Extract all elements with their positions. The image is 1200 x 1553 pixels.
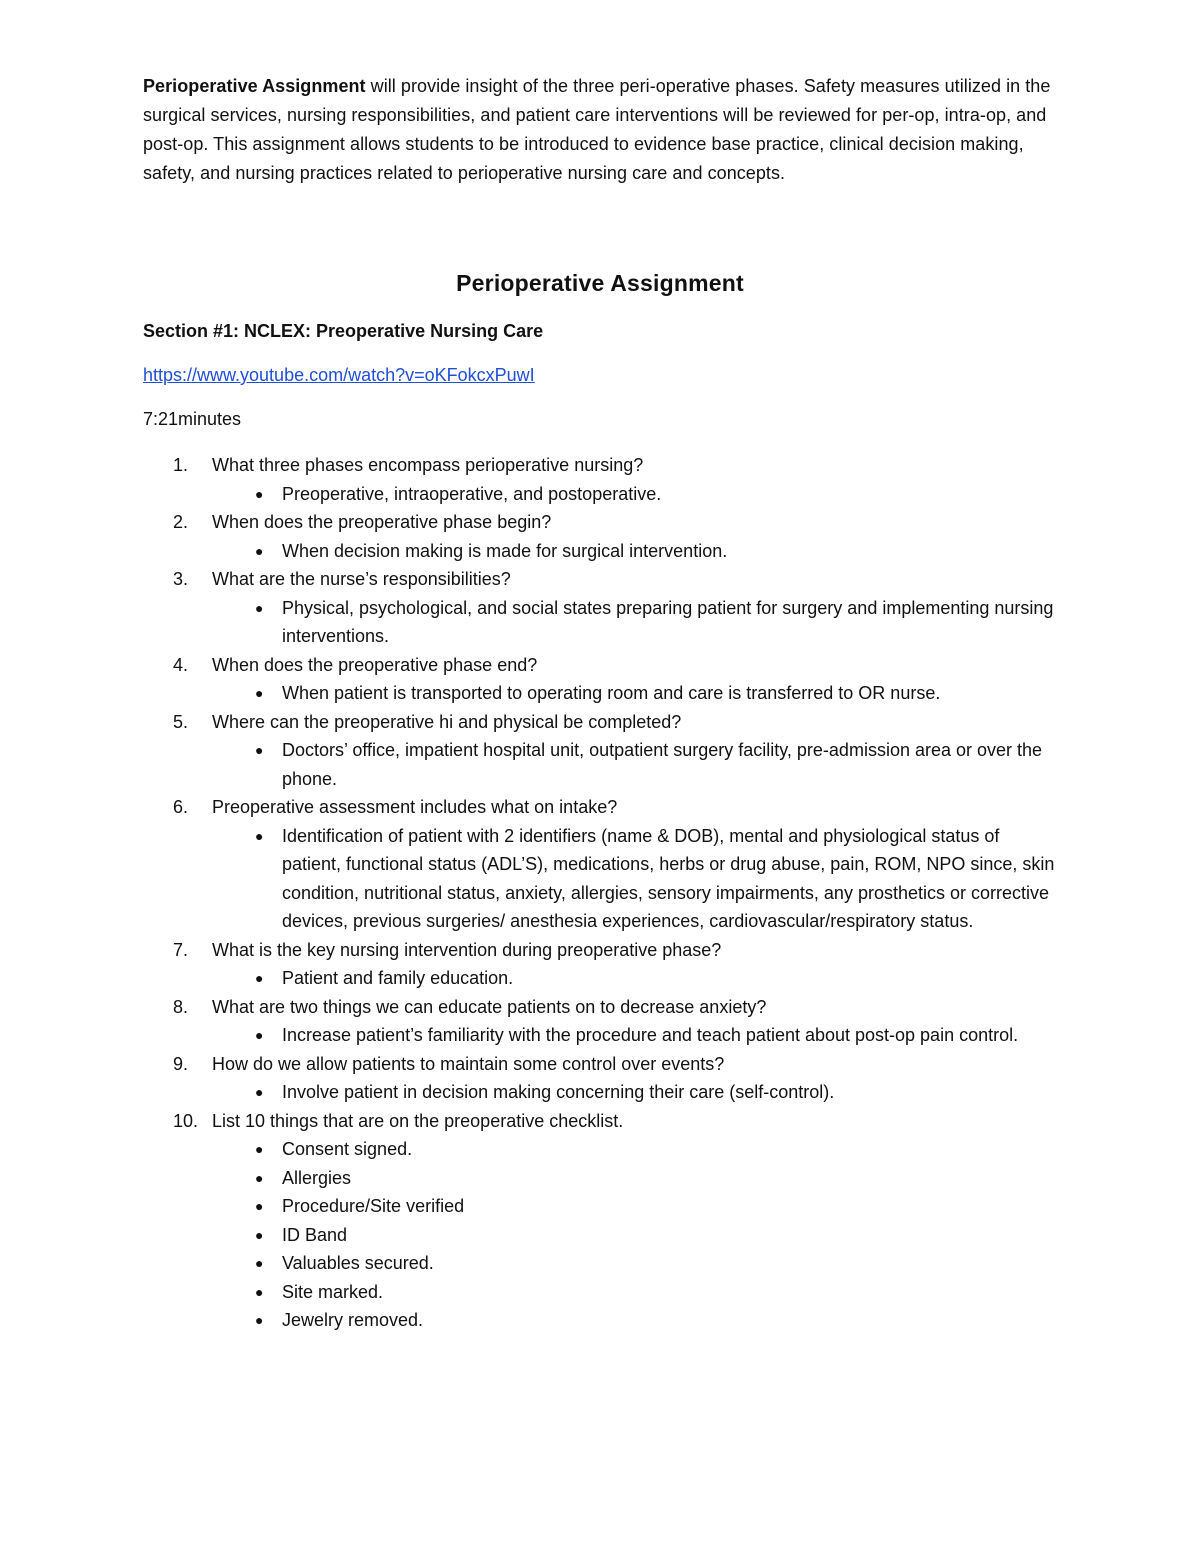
question-number: 3. <box>173 569 189 589</box>
bullet-icon: ● <box>255 1084 264 1100</box>
question-number: 2. <box>173 512 189 532</box>
answer-item <box>255 736 1063 793</box>
bullet-icon: ● <box>255 742 264 758</box>
question-item <box>143 936 1063 993</box>
bullet-icon: ● <box>255 1283 264 1300</box>
answer-list <box>143 594 1063 651</box>
question-number: 10. <box>173 1110 199 1131</box>
answer-item <box>255 1135 1063 1164</box>
bullet-icon: ● <box>255 685 264 701</box>
answer-text: Allergies <box>282 1167 352 1188</box>
bullet-icon: ● <box>255 1198 264 1214</box>
intro-paragraph <box>143 72 1063 188</box>
answer-list <box>143 1135 1063 1335</box>
question-number: 5. <box>173 711 189 732</box>
bullet-icon: ● <box>255 827 264 844</box>
answer-text: Site marked. <box>282 1281 384 1302</box>
answer-item <box>255 1078 1063 1107</box>
answer-list <box>143 822 1063 936</box>
question-item <box>143 1107 1063 1335</box>
answer-item <box>255 1278 1063 1307</box>
question-text: What are the nurse’s responsibilities? <box>212 569 511 589</box>
answer-text: Consent signed. <box>282 1139 413 1159</box>
question-text: What is the key nursing intervention during preoperative phase? <box>212 939 722 960</box>
answer-text: Physical, psychological, and social states preparing patient for surgery and implementing nursing interventions. <box>282 597 1054 646</box>
bullet-icon: ● <box>255 599 264 616</box>
answer-item <box>255 1164 1063 1193</box>
question-number: 8. <box>173 996 189 1017</box>
answer-text: Involve patient in decision making concerning their care (self-control). <box>282 1082 835 1102</box>
answer-list <box>143 1078 1063 1107</box>
question-text: Where can the preoperative hi and physical be completed? <box>212 711 682 732</box>
answer-item <box>255 822 1063 936</box>
bullet-icon: ● <box>255 1027 264 1043</box>
bullet-icon: ● <box>255 970 264 986</box>
answer-list <box>143 1021 1063 1050</box>
intro-text: will provide insight of the three peri-operative phases. Safety measures utilized in the surgical services, nursing responsibilities, and patient care interventions will be reviewed for per-op, intra-op, and post-op. This assignment allows students to be introduced to evidence base practice, clinical decision making, safety, and nursing practices related to perioperative nursing care and concepts. <box>143 76 1051 183</box>
section-heading: Section #1: NCLEX: Preoperative Nursing Care <box>143 321 544 341</box>
bullet-icon: ● <box>255 542 264 559</box>
question-number: 1. <box>173 455 189 475</box>
answer-text: When decision making is made for surgical intervention. <box>282 540 728 561</box>
question-item <box>143 993 1063 1050</box>
answer-text: Patient and family education. <box>282 968 514 988</box>
answer-text: Increase patient’s familiarity with the procedure and teach patient about post-op pain control. <box>282 1025 1019 1045</box>
question-text: Preoperative assessment includes what on intake? <box>212 797 618 817</box>
answer-text: Doctors’ office, impatient hospital unit, outpatient surgery facility, pre-admission area or over the phone. <box>282 740 1043 789</box>
answer-text: Procedure/Site verified <box>282 1196 465 1216</box>
question-text: List 10 things that are on the preoperative checklist. <box>212 1110 624 1131</box>
answer-item <box>255 1221 1063 1250</box>
question-text: How do we allow patients to maintain some control over events? <box>212 1053 725 1074</box>
answer-list <box>143 736 1063 793</box>
question-item <box>143 1050 1063 1107</box>
question-text: What are two things we can educate patients on to decrease anxiety? <box>212 996 767 1017</box>
intro-lead: Perioperative Assignment <box>143 76 366 96</box>
question-item <box>143 508 1063 565</box>
document-title: Perioperative Assignment <box>456 270 744 296</box>
answer-text: When patient is transported to operating room and care is transferred to OR nurse. <box>282 683 941 703</box>
answer-text: Identification of patient with 2 identifiers (name & DOB), mental and physiological status of patient, functional status (ADL’S), medications, herbs or drug abuse, pain, ROM, NPO since, skin condition, nutritional status, anxiety, allergies, sensory impairments, any prosthetics or corrective devices, previous surgeries/ anesthesia experiences, cardiovascular/respiratory status. <box>282 825 1055 931</box>
answer-text: Valuables secured. <box>282 1253 434 1273</box>
question-list <box>143 451 1063 1335</box>
question-number: 9. <box>173 1053 189 1074</box>
answer-text: Preoperative, intraoperative, and postoperative. <box>282 483 662 504</box>
question-text: When does the preoperative phase begin? <box>212 512 552 532</box>
bullet-icon: ● <box>255 1226 264 1243</box>
bullet-icon: ● <box>255 1169 264 1186</box>
bullet-icon: ● <box>255 485 264 502</box>
answer-item <box>255 594 1063 651</box>
bullet-icon: ● <box>255 1312 264 1328</box>
question-number: 7. <box>173 939 189 960</box>
question-item <box>143 793 1063 936</box>
question-item <box>143 451 1063 508</box>
answer-item <box>255 679 1063 708</box>
answer-item <box>255 537 1063 566</box>
answer-list <box>143 480 1063 509</box>
answer-list <box>143 964 1063 993</box>
video-duration: 7:21minutes <box>143 409 242 429</box>
answer-item <box>255 480 1063 509</box>
question-text: What three phases encompass perioperative nursing? <box>212 455 644 475</box>
answer-item <box>255 1021 1063 1050</box>
document-page <box>143 72 1063 1330</box>
answer-text: Jewelry removed. <box>282 1310 424 1330</box>
bullet-icon: ● <box>255 1141 264 1157</box>
answer-item <box>255 964 1063 993</box>
bullet-icon: ● <box>255 1255 264 1271</box>
video-link[interactable]: https://www.youtube.com/watch?v=oKFokcxPuwI <box>143 365 535 385</box>
question-item <box>143 565 1063 651</box>
question-number: 6. <box>173 797 189 817</box>
answer-item <box>255 1306 1063 1335</box>
answer-item <box>255 1192 1063 1221</box>
answer-text: ID Band <box>282 1224 348 1245</box>
answer-item <box>255 1249 1063 1278</box>
answer-list <box>143 679 1063 708</box>
question-text: When does the preoperative phase end? <box>212 654 538 675</box>
question-number: 4. <box>173 654 189 675</box>
answer-list <box>143 537 1063 566</box>
question-item <box>143 651 1063 708</box>
question-item <box>143 708 1063 794</box>
